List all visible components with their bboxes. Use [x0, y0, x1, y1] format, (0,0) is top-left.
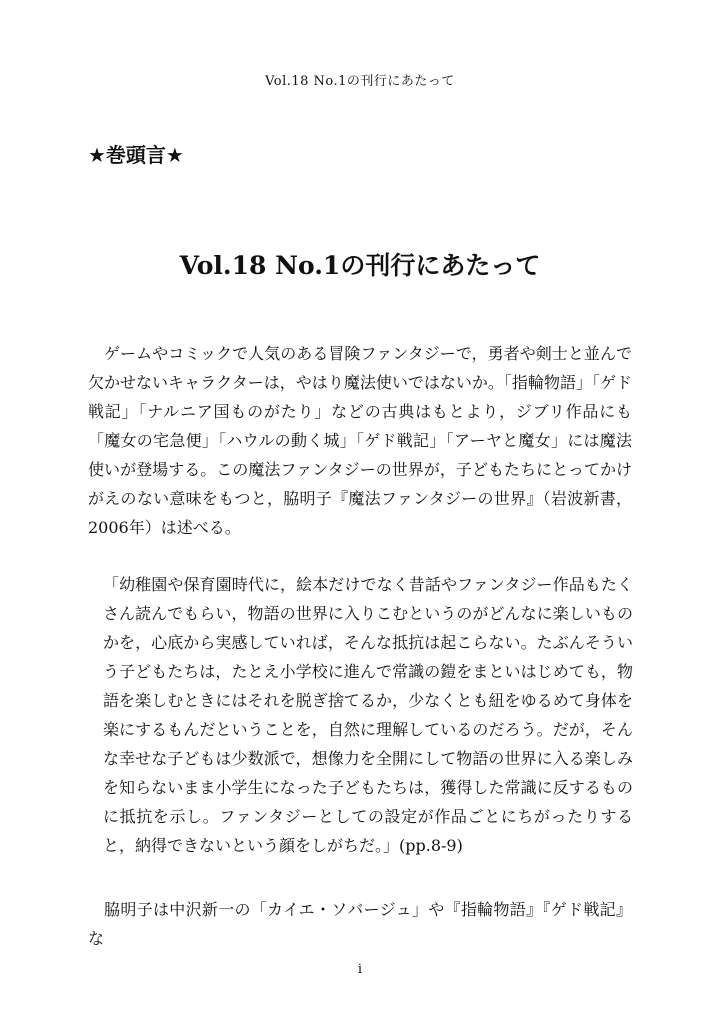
running-header: Vol.18 No.1の刊行にあたって [265, 74, 455, 89]
section-label: ★巻頭言★ [88, 143, 184, 167]
article-title: Vol.18 No.1の刊行にあたって [179, 251, 541, 280]
body-paragraph-2: 脇明子は中沢新一の「カイエ・ソバージュ」や『指輪物語』『ゲド戦記』な [88, 900, 632, 948]
page-number: i [357, 962, 363, 977]
block-quote: 「幼稚園や保育園時代に，絵本だけでなく昔話やファンタジー作品もたくさん読んでもらい，物語の世界に入りこむというのがどんなに楽しいものかを，心底から実感していれば，そんな抵抗は起こらない。たぶんそういう子どもたちは，たとえ小学校に進んで常識の鎧をまといはじめても，物語を楽しむときにはそれを脱ぎ捨てるか，少なくとも紐をゆるめて身体を楽にするもんだということを，自然に理解しているのだろう。だが，そんな幸せな子どもは少数派で，想像力を全開にして物語の世界に入る楽しみを知らないまま小学生になった子どもたちは，獲得した常識に反するものに抵抗を示し。ファンタジーとしての設定が作品ごとにちがったりすると，納得できないという顔をしがちだ。」(pp.8-9) [103, 575, 633, 855]
body-paragraph-1: ゲームやコミックで人気のある冒険ファンタジーで，勇者や剣士と並んで欠かせないキャラクターは，やはり魔法使いではないか。「指輪物語」「ゲド戦記」「ナルニア国ものがたり」などの古典はもとより，ジブリ作品にも「魔女の宅急便」「ハウルの動く城」「ゲド戦記」「アーヤと魔女」には魔法使いが登場する。この魔法ファンタジーの世界が，子どもたちにとってかけがえのない意味をもつと，脇明子『魔法ファンタジーの世界』（岩波新書，2006年）は述べる。 [88, 344, 632, 537]
